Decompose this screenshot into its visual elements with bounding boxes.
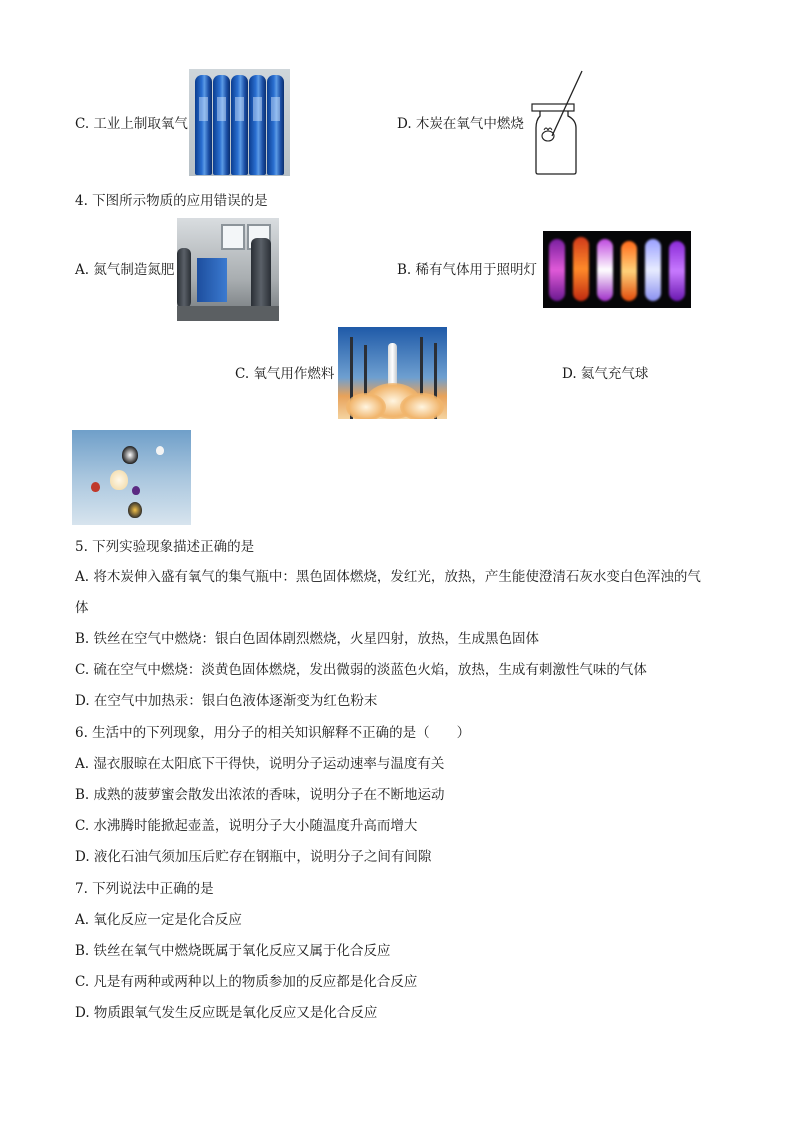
q6-option-d: D. 液化石油气须加压后贮存在钢瓶中，说明分子之间有间隙: [75, 849, 432, 865]
q7-stem: 7. 下列说法中正确的是: [75, 881, 214, 897]
q7-option-c: C. 凡是有两种或两种以上的物质参加的反应都是化合反应: [75, 974, 418, 990]
q4-option-b: B. 稀有气体用于照明灯: [397, 262, 538, 278]
q5-option-c: C. 硫在空气中燃烧：淡黄色固体燃烧，发出微弱的淡蓝色火焰，放热，生成有刺激性气味的气体: [75, 662, 647, 678]
q5-option-d: D. 在空气中加热汞：银白色液体逐渐变为红色粉末: [75, 693, 378, 709]
q3-option-d: D. 木炭在氧气中燃烧: [397, 116, 524, 132]
nitrogen-factory-image: [177, 218, 279, 321]
q5-stem: 5. 下列实验现象描述正确的是: [75, 539, 255, 555]
rocket-launch-image: [338, 327, 447, 419]
oxygen-cylinders-image: [189, 69, 290, 176]
q4-option-a: A. 氮气制造氮肥: [75, 262, 175, 278]
q7-option-b: B. 铁丝在氧气中燃烧既属于氧化反应又属于化合反应: [75, 943, 391, 959]
q5-option-b: B. 铁丝在空气中燃烧：银白色固体剧烈燃烧，火星四射，放热，生成黑色固体: [75, 631, 540, 647]
q7-option-a: A. 氧化反应一定是化合反应: [75, 912, 242, 928]
q6-option-b: B. 成熟的菠萝蜜会散发出浓浓的香味，说明分子在不断地运动: [75, 787, 445, 803]
hot-air-balloons-image: [72, 430, 191, 525]
rare-gas-tubes-image: [543, 231, 691, 308]
q4-option-d: D. 氦气充气球: [562, 366, 649, 382]
q5-option-a-continued: 体: [75, 600, 89, 616]
q7-option-d: D. 物质跟氧气发生反应既是氧化反应又是化合反应: [75, 1005, 378, 1021]
q4-stem: 4. 下图所示物质的应用错误的是: [75, 193, 268, 209]
q4-option-c: C. 氧气用作燃料: [235, 366, 335, 382]
q6-stem: 6. 生活中的下列现象，用分子的相关知识解释不正确的是（ ）: [75, 725, 471, 741]
gas-jar-charcoal-image: [528, 68, 588, 178]
q6-option-a: A. 湿衣服晾在太阳底下干得快，说明分子运动速率与温度有关: [75, 756, 445, 772]
q3-option-c: C. 工业上制取氧气: [75, 116, 188, 132]
q5-option-a: A. 将木炭伸入盛有氧气的集气瓶中：黑色固体燃烧，发红光，放热，产生能使澄清石灰水变白色浑浊的气: [75, 569, 701, 585]
q6-option-c: C. 水沸腾时能掀起壶盖，说明分子大小随温度升高而增大: [75, 818, 418, 834]
